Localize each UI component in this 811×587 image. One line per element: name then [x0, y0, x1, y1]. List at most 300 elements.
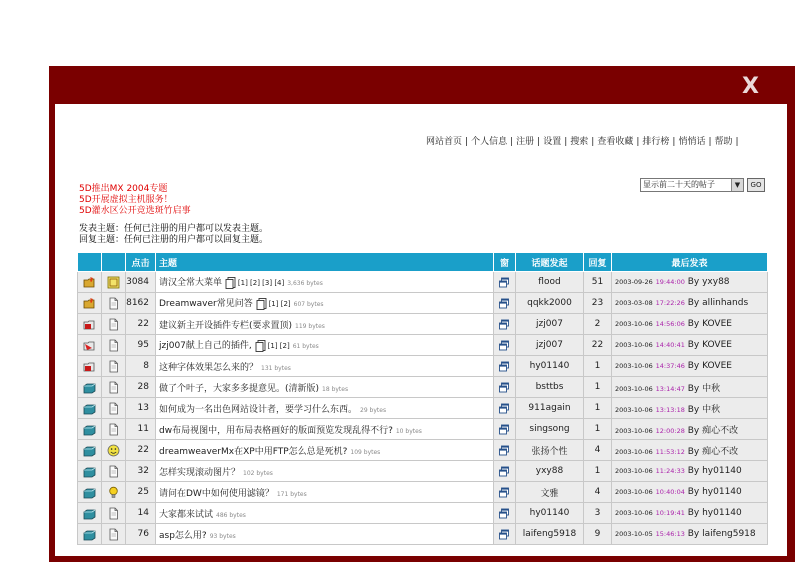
topic-title-link[interactable]: Dreamwaver常见问答: [159, 299, 253, 309]
header-author[interactable]: 话题发起: [516, 253, 584, 272]
clicks-cell: [126, 335, 156, 356]
last-post-author[interactable]: By hy01140: [687, 466, 742, 476]
last-post-date: 2003-10-06: [615, 405, 653, 414]
last-post-date: 2003-09-26: [615, 278, 653, 286]
chevron-down-icon[interactable]: ▼: [731, 179, 743, 191]
author-cell: [516, 482, 584, 503]
forum-page: [55, 104, 787, 556]
window-icon[interactable]: [498, 297, 511, 310]
topic-title-link[interactable]: asp怎么用?: [159, 530, 207, 541]
document-icon: [107, 507, 120, 520]
smiley-icon: [107, 444, 120, 457]
last-post-time: 11:53:12: [655, 447, 685, 456]
status-cell: [78, 398, 102, 419]
click-count: 25: [137, 487, 149, 497]
mood-cell: [102, 356, 126, 377]
topic-title-link[interactable]: 请问在DW中如何使用滤镜？: [159, 488, 274, 499]
author-cell: [516, 356, 584, 377]
subject-cell: [156, 293, 494, 314]
window-icon[interactable]: [498, 339, 511, 352]
click-count: 32: [137, 466, 149, 476]
essence-icon: [107, 276, 120, 289]
nav-link[interactable]: 排行榜: [642, 137, 670, 147]
table-row: [78, 335, 768, 356]
document-icon: [107, 360, 120, 373]
mood-cell: [102, 503, 126, 524]
document-icon: [107, 465, 120, 478]
window-icon[interactable]: [498, 507, 511, 520]
topic-size: 131 bytes: [261, 364, 291, 372]
attachment-icon: [256, 297, 269, 310]
click-count: 14: [137, 508, 149, 518]
subject-cell: [156, 419, 494, 440]
author-cell: [516, 461, 584, 482]
last-post-date: 2003-10-06: [615, 320, 653, 328]
reply-count: 1: [594, 361, 601, 371]
topic-size: 607 bytes: [293, 301, 324, 308]
click-count: 13: [137, 403, 149, 413]
open-window-cell: [494, 482, 516, 503]
open-window-cell: [494, 314, 516, 335]
table-row: [78, 377, 768, 398]
topic-size: 109 bytes: [350, 448, 381, 456]
last-post-date: 2003-10-06: [615, 467, 653, 475]
mood-cell: [102, 314, 126, 335]
open-window-cell: [494, 356, 516, 377]
window-icon[interactable]: [498, 318, 511, 331]
window-icon[interactable]: [498, 444, 511, 457]
days-filter-value: 显示前二十天的帖子: [643, 180, 715, 189]
clicks-cell: [126, 524, 156, 545]
author-link[interactable]: bsttbs: [535, 382, 564, 392]
last-post-time: 14:37:46: [655, 362, 685, 370]
replies-cell: [584, 524, 612, 545]
nav-separator: |: [708, 137, 712, 147]
nav-link[interactable]: 个人信息: [471, 137, 508, 147]
reply-count: 51: [591, 277, 604, 287]
open-window-cell: [494, 398, 516, 419]
new-folder-icon: [83, 339, 96, 352]
last-post-cell: [612, 503, 768, 524]
replies-cell: [584, 503, 612, 524]
mood-cell: [102, 377, 126, 398]
mood-cell: [102, 398, 126, 419]
header-last-post[interactable]: 最后发表: [612, 253, 768, 272]
mood-cell: [102, 461, 126, 482]
nav-link[interactable]: 悄悄话: [678, 137, 706, 147]
topic-title-link[interactable]: dreamweaverMx在XP中用FTP怎么总是死机?: [159, 446, 348, 457]
last-post-cell: [612, 356, 768, 377]
nav-separator: |: [465, 137, 469, 147]
topic-size: 29 bytes: [360, 406, 387, 414]
topic-size: 486 bytes: [216, 511, 246, 519]
reply-count: 4: [594, 487, 601, 497]
close-button[interactable]: X: [742, 74, 759, 99]
nav-separator: |: [735, 137, 739, 147]
replies-cell: [584, 419, 612, 440]
last-post-date: 2003-03-08: [615, 299, 653, 307]
nav-link[interactable]: 搜索: [570, 137, 589, 147]
status-cell: [78, 272, 102, 293]
folder-icon: [83, 423, 96, 436]
subject-cell: [156, 314, 494, 335]
last-post-date: 2003-10-06: [615, 384, 653, 393]
clicks-cell: [126, 293, 156, 314]
mood-cell: [102, 440, 126, 461]
mood-cell: [102, 482, 126, 503]
author-link[interactable]: jzj007: [536, 319, 563, 329]
folder-icon: [83, 381, 96, 394]
go-button[interactable]: GO: [747, 178, 765, 192]
days-filter-select[interactable]: [640, 178, 744, 192]
mood-cell: [102, 335, 126, 356]
replies-cell: [584, 440, 612, 461]
nav-link[interactable]: 帮助: [714, 137, 733, 147]
replies-cell: [584, 335, 612, 356]
nav-separator: |: [564, 137, 568, 147]
status-cell: [78, 314, 102, 335]
author-link[interactable]: 张扬个性: [531, 446, 568, 457]
table-row: [78, 524, 768, 545]
window-icon[interactable]: [498, 528, 511, 541]
subject-cell: [156, 440, 494, 461]
topic-size: 93 bytes: [209, 532, 236, 540]
topic-title-link[interactable]: 如何成为一名出色网站设计者，要学习什么东西。: [159, 404, 358, 415]
reply-count: 1: [594, 466, 601, 476]
open-window-cell: [494, 377, 516, 398]
reply-count: 3: [594, 508, 601, 518]
status-cell: [78, 335, 102, 356]
table-row: [78, 314, 768, 335]
reply-count: 9: [594, 529, 601, 539]
subject-cell: [156, 398, 494, 419]
last-post-date: 2003-10-06: [615, 447, 653, 456]
last-post-date: 2003-10-06: [615, 509, 653, 517]
window-icon[interactable]: [498, 486, 511, 499]
document-icon: [107, 423, 120, 436]
document-icon: [107, 528, 120, 541]
permissions-info: [79, 224, 268, 246]
last-post-cell: [612, 440, 768, 461]
topics-table: [77, 252, 768, 545]
replies-cell: [584, 314, 612, 335]
last-post-cell: [612, 419, 768, 440]
topic-size: 10 bytes: [395, 427, 422, 435]
table-row: [78, 293, 768, 314]
topic-size: 18 bytes: [322, 385, 349, 393]
last-post-author[interactable]: By KOVEE: [687, 361, 732, 371]
nav-separator: |: [510, 137, 514, 147]
topic-title-link[interactable]: 建议新主开设插件专栏(要求置顶): [159, 320, 293, 331]
replies-cell: [584, 461, 612, 482]
last-post-cell: [612, 335, 768, 356]
open-window-cell: [494, 524, 516, 545]
last-post-author[interactable]: By 中秋: [687, 383, 721, 394]
last-post-date: 2003-10-06: [615, 488, 653, 496]
author-cell: [516, 503, 584, 524]
last-post-time: 13:14:47: [655, 384, 685, 393]
last-post-time: 15:46:13: [655, 530, 685, 538]
announcement-link[interactable]: 5D推出MX 2004专题: [79, 184, 168, 194]
clicks-cell: [126, 419, 156, 440]
document-icon: [107, 297, 120, 310]
nav-link[interactable]: 设置: [543, 137, 562, 147]
nav-link[interactable]: 网站首页: [426, 137, 463, 147]
click-count: 3084: [126, 277, 149, 287]
table-header-row: [78, 253, 768, 272]
clicks-cell: [126, 272, 156, 293]
open-window-cell: [494, 419, 516, 440]
last-post-author[interactable]: By KOVEE: [687, 319, 732, 329]
locked-folder-icon: [83, 318, 96, 331]
folder-icon: [83, 528, 96, 541]
header-status: [78, 253, 102, 272]
table-row: [78, 482, 768, 503]
replies-cell: [584, 356, 612, 377]
last-post-time: 14:40:41: [655, 341, 685, 349]
clicks-cell: [126, 398, 156, 419]
click-count: 28: [137, 382, 149, 392]
topic-title-link[interactable]: dw布局视图中，用布局表格画好的版面预览发现乱得不行?: [159, 425, 393, 436]
popup-window: [49, 66, 795, 562]
folder-icon: [83, 465, 96, 478]
folder-icon: [83, 444, 96, 457]
folder-icon: [83, 507, 96, 520]
subject-cell: [156, 356, 494, 377]
hot-folder-icon: [83, 276, 96, 289]
subject-cell: [156, 335, 494, 356]
click-count: 8: [143, 361, 149, 371]
header-mood: [102, 253, 126, 272]
document-icon: [107, 402, 120, 415]
window-icon[interactable]: [498, 423, 511, 436]
author-cell: [516, 440, 584, 461]
clicks-cell: [126, 440, 156, 461]
table-row: [78, 356, 768, 377]
last-post-cell: [612, 314, 768, 335]
clicks-cell: [126, 314, 156, 335]
mood-cell: [102, 524, 126, 545]
header-window: 窗: [494, 253, 516, 272]
last-post-time: 17:22:26: [655, 299, 685, 307]
last-post-cell: [612, 377, 768, 398]
last-post-cell: [612, 482, 768, 503]
announcement-link[interactable]: 5D开展虚拟主机服务！: [79, 195, 173, 205]
last-post-time: 10:19:41: [655, 509, 685, 517]
subject-cell: [156, 377, 494, 398]
clicks-cell: [126, 461, 156, 482]
announcement-list: [79, 184, 191, 217]
replies-cell: [584, 398, 612, 419]
topic-title-link[interactable]: 请汉全常大菜单: [159, 278, 223, 288]
status-cell: [78, 503, 102, 524]
nav-separator: |: [537, 137, 541, 147]
open-window-cell: [494, 503, 516, 524]
window-icon[interactable]: [498, 276, 511, 289]
last-post-cell: [612, 272, 768, 293]
status-cell: [78, 461, 102, 482]
nav-separator: |: [672, 137, 676, 147]
last-post-cell: [612, 524, 768, 545]
table-row: [78, 503, 768, 524]
status-cell: [78, 524, 102, 545]
window-icon[interactable]: [498, 465, 511, 478]
subject-cell: [156, 272, 494, 293]
subject-cell: [156, 503, 494, 524]
click-count: 22: [137, 445, 149, 455]
status-cell: [78, 377, 102, 398]
last-post-author[interactable]: By 痴心不改: [687, 446, 739, 457]
author-link[interactable]: yxy88: [535, 466, 564, 476]
topic-title-link[interactable]: 大家都来试试: [159, 509, 214, 520]
table-row: [78, 461, 768, 482]
author-cell: [516, 377, 584, 398]
attachment-icon: [225, 276, 238, 289]
click-count: 95: [137, 340, 149, 350]
reply-count: 1: [594, 403, 601, 413]
open-window-cell: [494, 293, 516, 314]
popup-titlebar: [49, 66, 795, 104]
last-post-date: 2003-10-06: [615, 426, 653, 435]
table-row: [78, 419, 768, 440]
folder-icon: [83, 486, 96, 499]
last-post-author[interactable]: By hy01140: [687, 487, 742, 497]
clicks-cell: [126, 356, 156, 377]
topic-size: 61 bytes: [292, 343, 319, 350]
topic-title-link[interactable]: jzj007献上自己的插件,: [159, 341, 252, 351]
author-cell: [516, 398, 584, 419]
last-post-date: 2003-10-06: [615, 341, 653, 349]
last-post-time: 14:56:06: [655, 320, 685, 328]
click-count: 76: [137, 529, 149, 539]
status-cell: [78, 293, 102, 314]
topic-pages[interactable]: [1] [2]: [268, 300, 291, 308]
topic-size: 102 bytes: [243, 469, 273, 477]
clicks-cell: [126, 377, 156, 398]
header-replies[interactable]: 回复: [584, 253, 612, 272]
replies-cell: [584, 482, 612, 503]
nav-separator: |: [591, 137, 595, 147]
reply-count: 23: [591, 298, 604, 308]
subject-cell: [156, 461, 494, 482]
topic-size: 171 bytes: [276, 490, 307, 498]
window-icon[interactable]: [498, 360, 511, 373]
last-post-date: 2003-10-05: [615, 530, 653, 538]
topic-title-link[interactable]: 怎样实现滚动图片？: [159, 467, 241, 478]
last-post-author[interactable]: By laifeng5918: [687, 529, 756, 539]
reply-count: 1: [594, 424, 601, 434]
reply-permission-text: 回复主题：任何已注册的用户都可以回复主题。: [79, 235, 269, 245]
last-post-author[interactable]: By KOVEE: [687, 340, 732, 350]
nav-separator: |: [636, 137, 640, 147]
date-filter: [640, 178, 765, 192]
nav-link[interactable]: 查看收藏: [597, 137, 634, 147]
author-link[interactable]: jzj007: [536, 340, 563, 350]
author-cell: [516, 335, 584, 356]
header-clicks[interactable]: 点击: [126, 253, 156, 272]
author-link[interactable]: 911again: [528, 403, 571, 413]
author-cell: [516, 314, 584, 335]
replies-cell: [584, 272, 612, 293]
author-link[interactable]: qqkk2000: [527, 298, 572, 308]
last-post-author[interactable]: By 痴心不改: [687, 425, 739, 436]
click-count: 22: [137, 319, 149, 329]
nav-link[interactable]: 注册: [516, 137, 535, 147]
last-post-time: 19:44:00: [655, 278, 685, 286]
header-subject[interactable]: 主题: [156, 253, 494, 272]
author-link[interactable]: 文雅: [540, 488, 559, 499]
topic-title-link[interactable]: 这种字体效果怎么来的？: [159, 362, 259, 373]
table-row: [78, 440, 768, 461]
subject-cell: [156, 524, 494, 545]
topic-pages[interactable]: [1] [2] [3] [4]: [237, 279, 285, 287]
reply-count: 2: [594, 319, 601, 329]
author-link[interactable]: laifeng5918: [522, 529, 577, 539]
mood-cell: [102, 419, 126, 440]
document-icon: [107, 318, 120, 331]
top-navigation: [426, 136, 772, 148]
topic-pages[interactable]: [1] [2]: [267, 342, 290, 350]
last-post-time: 10:40:04: [655, 488, 685, 496]
last-post-date: 2003-10-06: [615, 362, 653, 370]
clicks-cell: [126, 503, 156, 524]
hot-folder-icon: [83, 297, 96, 310]
open-window-cell: [494, 272, 516, 293]
author-cell: [516, 419, 584, 440]
last-post-cell: [612, 398, 768, 419]
replies-cell: [584, 377, 612, 398]
last-post-author[interactable]: By 中秋: [687, 404, 721, 415]
last-post-author[interactable]: By allinhands: [687, 298, 749, 308]
author-cell: [516, 524, 584, 545]
click-count: 8162: [126, 298, 149, 308]
last-post-cell: [612, 461, 768, 482]
status-cell: [78, 482, 102, 503]
open-window-cell: [494, 461, 516, 482]
locked-folder-icon: [83, 360, 96, 373]
last-post-author[interactable]: By hy01140: [687, 508, 742, 518]
author-link[interactable]: hy01140: [529, 508, 570, 518]
document-icon: [107, 339, 120, 352]
post-permission-text: 发表主题：任何已注册的用户都可以发表主题。: [79, 224, 269, 234]
author-link[interactable]: singsong: [529, 424, 570, 434]
topic-size: 3,636 bytes: [287, 280, 323, 287]
topic-title-link[interactable]: 做了个叶子，大家多多提意见。(清新版): [159, 383, 320, 394]
author-link[interactable]: hy01140: [529, 361, 570, 371]
topic-size: 119 bytes: [295, 322, 325, 330]
table-row: [78, 398, 768, 419]
reply-count: 1: [594, 382, 601, 392]
mood-cell: [102, 293, 126, 314]
lightbulb-icon: [107, 486, 120, 499]
reply-count: 4: [594, 445, 601, 455]
window-icon[interactable]: [498, 381, 511, 394]
announcement-link[interactable]: 5D灌水区公开竞选斑竹启事: [79, 206, 191, 216]
reply-count: 22: [591, 340, 604, 350]
clicks-cell: [126, 482, 156, 503]
author-link[interactable]: flood: [538, 277, 561, 287]
subject-cell: [156, 482, 494, 503]
last-post-author[interactable]: By yxy88: [687, 277, 730, 287]
last-post-cell: [612, 293, 768, 314]
last-post-time: 11:24:33: [655, 467, 685, 475]
table-row: [78, 272, 768, 293]
click-count: 11: [137, 424, 149, 434]
window-icon[interactable]: [498, 402, 511, 415]
mood-cell: [102, 272, 126, 293]
open-window-cell: [494, 440, 516, 461]
open-window-cell: [494, 335, 516, 356]
